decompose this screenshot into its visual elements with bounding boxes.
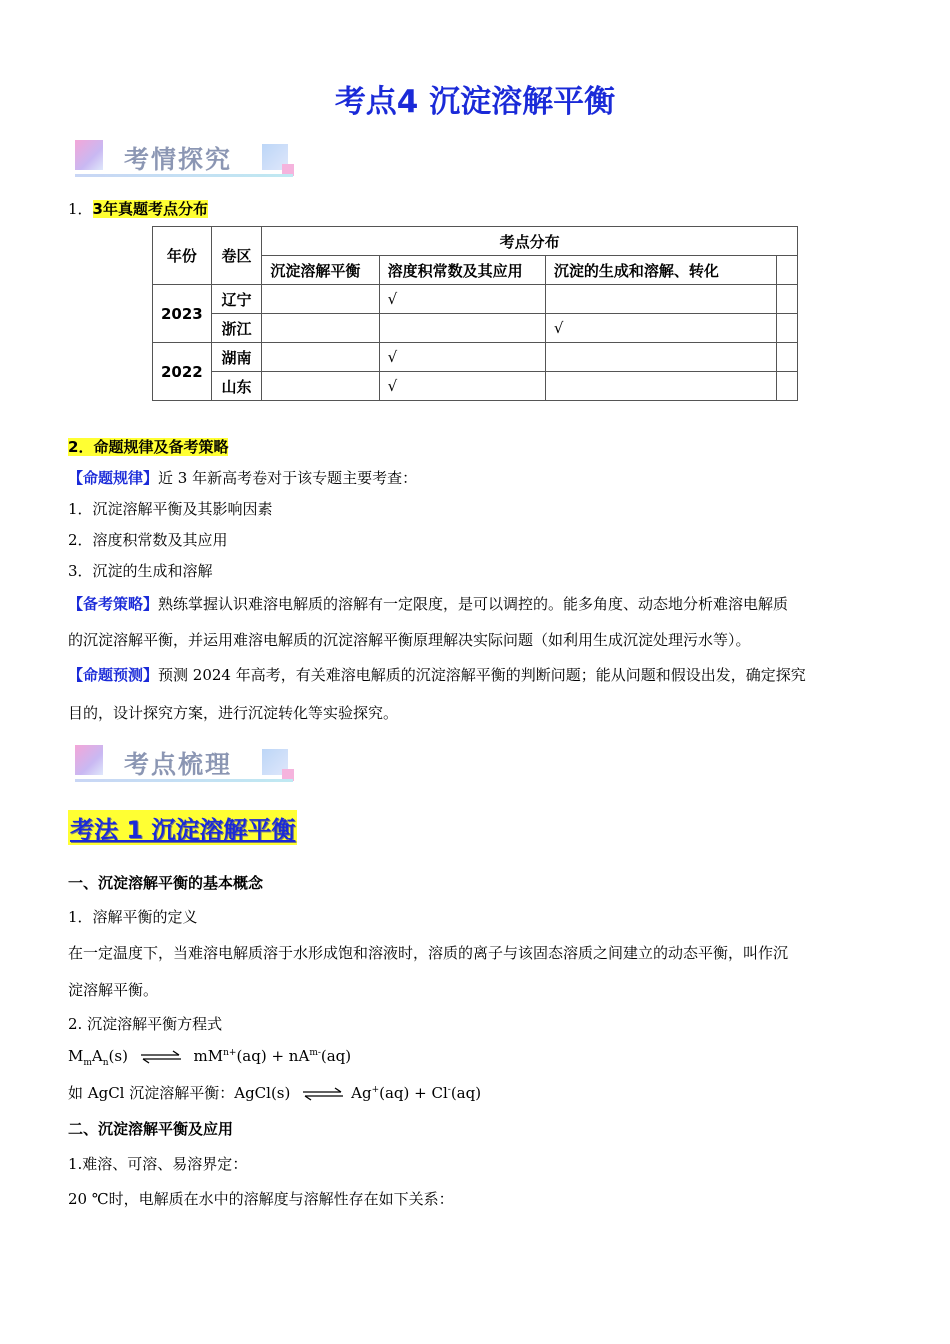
cell-value: √ bbox=[379, 372, 545, 401]
rule-tag: 【命题规律】 bbox=[68, 469, 159, 487]
predict-text-cont: 目的，设计探究方案，进行沉淀转化等实验探究。 bbox=[68, 704, 399, 722]
cell-value bbox=[545, 285, 776, 314]
eq-text: mM bbox=[193, 1047, 224, 1065]
section-label: ．命题规律及备考策略 bbox=[78, 438, 229, 456]
strategy-text-cont: 的沉淀溶解平衡，并运用难溶电解质的沉淀溶解平衡原理解决实际问题（如利用生成沉淀处理污水等）。 bbox=[68, 631, 751, 649]
cell-area: 湖南 bbox=[211, 343, 262, 372]
header-col-empty bbox=[777, 256, 798, 285]
rule-text: 近 3 年新高考卷对于该专题主要考查： bbox=[158, 469, 418, 487]
equilibrium-arrow-icon bbox=[139, 1050, 183, 1064]
predict-paragraph bbox=[68, 664, 806, 685]
header-col-3: 沉淀的生成和溶解、转化 bbox=[545, 256, 776, 285]
header-year: 年份 bbox=[153, 227, 212, 285]
banner-decoration bbox=[262, 144, 288, 170]
eq-sup: n+ bbox=[223, 1048, 237, 1058]
cell-area: 浙江 bbox=[211, 314, 262, 343]
cell-value bbox=[262, 314, 379, 343]
cell-year: 2022 bbox=[153, 343, 212, 401]
method-heading bbox=[68, 810, 297, 845]
table-row bbox=[153, 372, 798, 401]
cell-value bbox=[545, 372, 776, 401]
banner-decoration bbox=[75, 140, 103, 170]
eq-sub: m bbox=[83, 1058, 92, 1068]
header-col-2: 溶度积常数及其应用 bbox=[379, 256, 545, 285]
paragraph: 1．溶解平衡的定义 bbox=[68, 908, 198, 926]
section-heading-1 bbox=[68, 198, 208, 219]
banner-kaoqing bbox=[72, 136, 296, 182]
paragraph: 在一定温度下，当难溶电解质溶于水形成饱和溶液时，溶质的离子与该固态溶质之间建立的动态平衡，叫作沉 bbox=[68, 944, 789, 962]
section-heading-2 bbox=[68, 436, 228, 457]
eq-sup: - bbox=[447, 1085, 451, 1095]
cell-value: √ bbox=[545, 314, 776, 343]
strategy-paragraph bbox=[68, 593, 788, 614]
cell-empty bbox=[777, 314, 798, 343]
cell-empty bbox=[777, 372, 798, 401]
list-item: 3．沉淀的生成和溶解 bbox=[68, 562, 213, 580]
table-row bbox=[153, 343, 798, 372]
banner-kaodian bbox=[72, 741, 296, 787]
header-group: 考点分布 bbox=[262, 227, 798, 256]
strategy-text: 熟练掌握认识难溶电解质的溶解有一定限度，是可以调控的。能多角度、动态地分析难溶电解质 bbox=[158, 595, 789, 613]
banner-label: 考情探究 bbox=[124, 145, 233, 174]
cell-area: 辽宁 bbox=[211, 285, 262, 314]
heading-one: 一、沉淀溶解平衡的基本概念 bbox=[68, 874, 264, 892]
cell-value bbox=[379, 314, 545, 343]
predict-text: 预测 2024 年高考，有关难溶电解质的沉淀溶解平衡的判断问题；能从问题和假设出发，确定探究 bbox=[158, 666, 806, 684]
cell-value bbox=[545, 343, 776, 372]
cell-empty bbox=[777, 343, 798, 372]
equation-general bbox=[68, 1047, 351, 1068]
paragraph: 20 ℃时，电解质在水中的溶解度与溶解性存在如下关系： bbox=[68, 1190, 454, 1208]
eq-text: (s) bbox=[108, 1047, 128, 1065]
predict-tag: 【命题预测】 bbox=[68, 666, 159, 684]
table-row bbox=[153, 314, 798, 343]
cell-area: 山东 bbox=[211, 372, 262, 401]
section-number: 2 bbox=[68, 438, 79, 456]
cell-value bbox=[262, 343, 379, 372]
distribution-table bbox=[152, 226, 798, 401]
cell-value bbox=[262, 285, 379, 314]
paragraph: 2. 沉淀溶解平衡方程式 bbox=[68, 1015, 223, 1033]
banner-label: 考点梳理 bbox=[124, 750, 233, 779]
paragraph: 1.难溶、可溶、易溶界定： bbox=[68, 1155, 248, 1173]
banner-decoration bbox=[262, 749, 288, 775]
cell-value: √ bbox=[379, 343, 545, 372]
strategy-tag: 【备考策略】 bbox=[68, 595, 159, 613]
eq-sup: + bbox=[371, 1085, 380, 1095]
eq-text: (aq) bbox=[450, 1084, 482, 1102]
page-title: 考点4 沉淀溶解平衡 bbox=[334, 84, 616, 120]
table-row bbox=[153, 285, 798, 314]
eq-text: (aq) + Cl bbox=[379, 1084, 448, 1102]
eq-sup: m- bbox=[309, 1048, 321, 1058]
eq-text: M bbox=[68, 1047, 84, 1065]
equation-agcl bbox=[68, 1082, 481, 1103]
cell-year: 2023 bbox=[153, 285, 212, 343]
paragraph: 淀溶解平衡。 bbox=[68, 981, 159, 999]
eq-text: (aq) bbox=[320, 1047, 352, 1065]
section-label: 3年真题考点分布 bbox=[92, 200, 208, 218]
method-title: 考法 1 沉淀溶解平衡 bbox=[70, 816, 296, 844]
list-item: 1．沉淀溶解平衡及其影响因素 bbox=[68, 500, 273, 518]
equilibrium-arrow-icon bbox=[301, 1087, 345, 1101]
cell-empty bbox=[777, 285, 798, 314]
cell-value: √ bbox=[379, 285, 545, 314]
list-item: 2．溶度积常数及其应用 bbox=[68, 531, 228, 549]
heading-two: 二、沉淀溶解平衡及应用 bbox=[68, 1120, 234, 1138]
eq-text: (aq) + nA bbox=[236, 1047, 310, 1065]
header-col-1: 沉淀溶解平衡 bbox=[262, 256, 379, 285]
rule-paragraph bbox=[68, 467, 417, 488]
eq-text: 如 AgCl 沉淀溶解平衡：AgCl(s) bbox=[68, 1084, 291, 1102]
banner-decoration bbox=[75, 745, 103, 775]
section-number: 1． bbox=[68, 200, 93, 218]
cell-value bbox=[262, 372, 379, 401]
eq-sub: n bbox=[102, 1058, 109, 1068]
eq-text: A bbox=[91, 1047, 103, 1065]
header-area: 卷区 bbox=[211, 227, 262, 285]
eq-text: Ag bbox=[351, 1084, 372, 1102]
